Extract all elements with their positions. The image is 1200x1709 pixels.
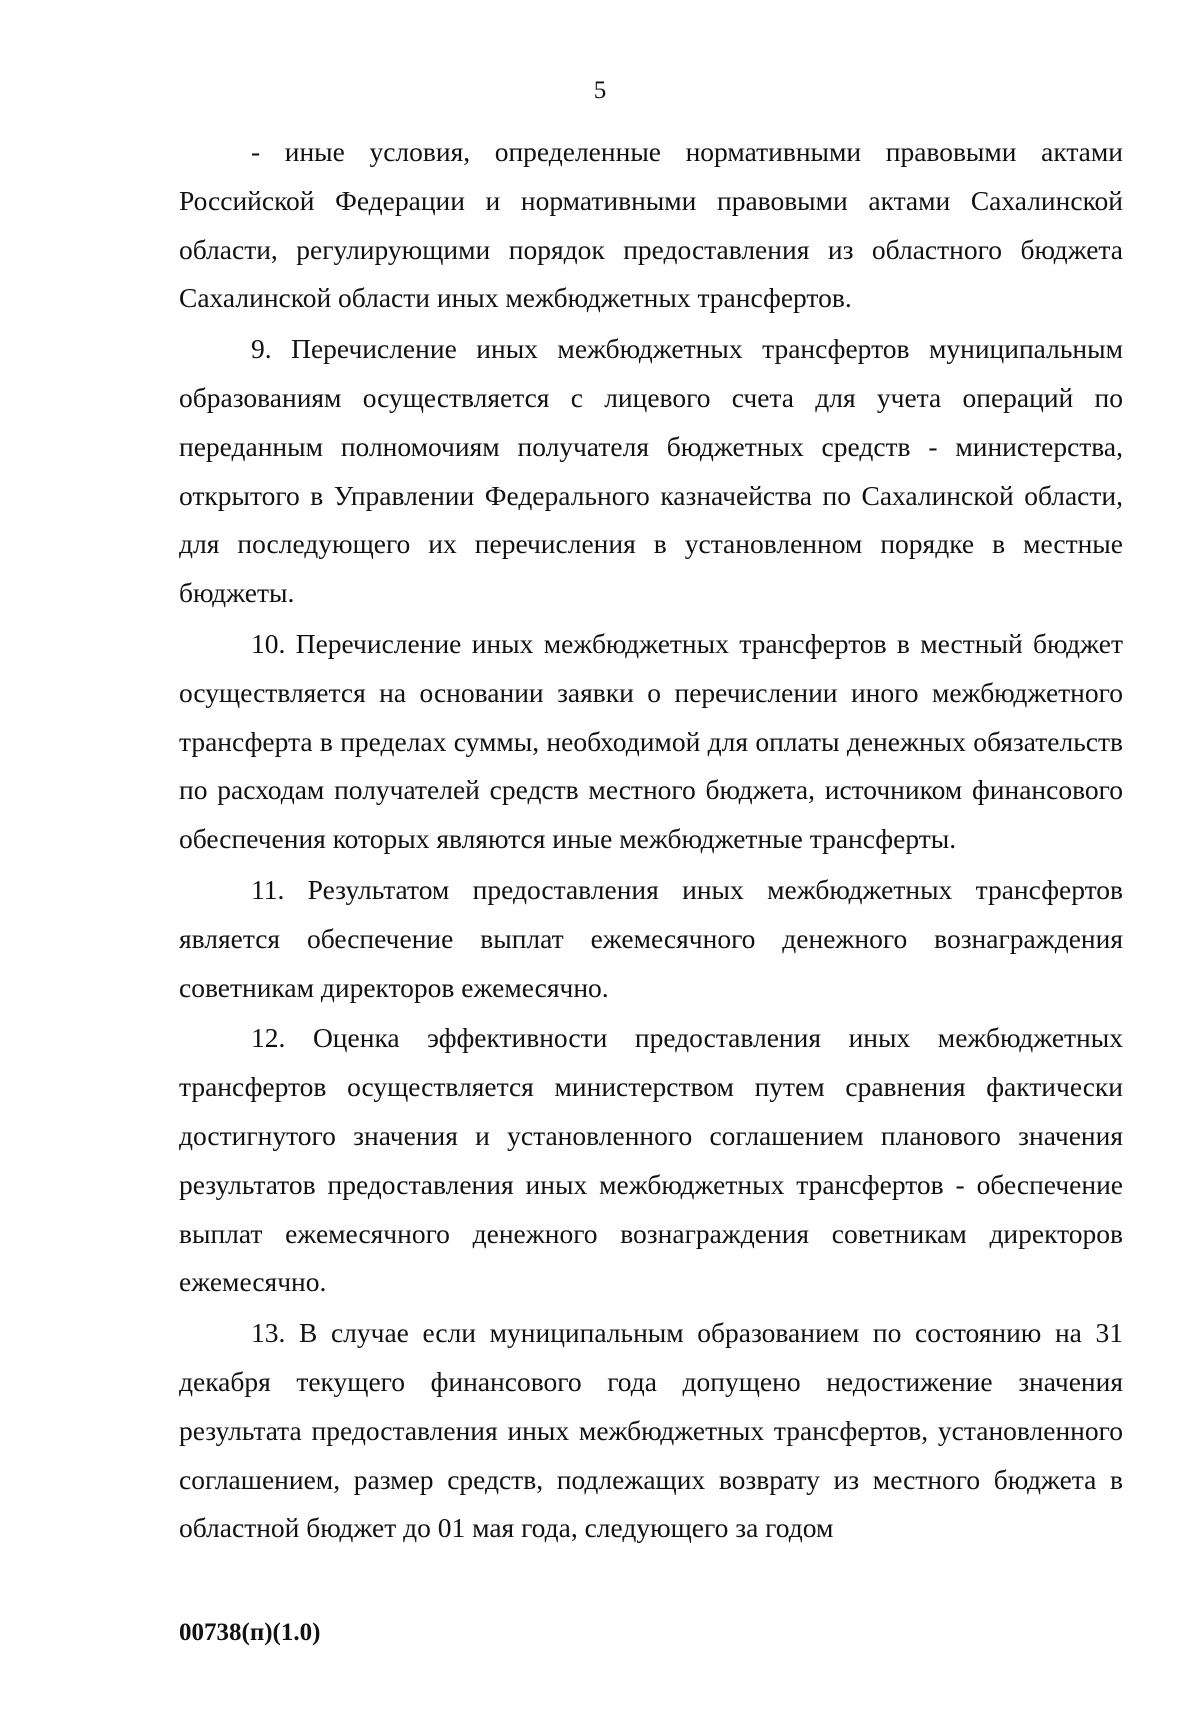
paragraph-9: 9. Перечисление иных межбюджетных трансфертов муниципальным образованиям осуществляется с лицевого счета для учета операций по переданным полномочиям получателя бюджетных средств - министерства, открытого в Управлении Федерального казначейства по Сахалинской области, для последующего их перечисления в установленном порядке в местные бюджеты. [179,333,1123,609]
document-body [179,128,1123,1555]
paragraph-other-conditions: - иные условия, определенные нормативными правовыми актами Российской Федерации и нормативными правовыми актами Сахалинской области, регулирующими порядок предоставления из областного бюджета Сахалинской области иных межбюджетных трансфертов. [179,136,1123,314]
paragraph-11: 11. Результатом предоставления иных межбюджетных трансфертов является обеспечение выплат ежемесячного денежного вознаграждения советникам директоров ежемесячно. [179,873,1123,1003]
paragraph-13: 13. В случае если муниципальным образованием по состоянию на 31 декабря текущего финансового года допущено недостижение значения результата предоставления иных межбюджетных трансфертов, установленного соглашением, размер средств, подлежащих возврату из местного бюджета в областной бюджет до 01 мая года, следующего за годом [179,1317,1123,1544]
paragraph-10: 10. Перечисление иных межбюджетных трансфертов в местный бюджет осуществляется на основании заявки о перечислении иного межбюджетного трансферта в пределах суммы, необходимой для оплаты денежных обязательств по расходам получателей средств местного бюджета, источником финансового обеспечения которых являются иные межбюджетные трансферты. [179,627,1123,855]
document-code: 00738(п)(1.0) [179,1619,321,1646]
paragraph-12: 12. Оценка эффективности предоставления иных межбюджетных трансфертов осуществляется министерством путем сравнения фактически достигнутого значения и установленного соглашением планового значения результатов предоставления иных межбюджетных трансфертов - обеспечение выплат ежемесячного денежного вознаграждения советникам директоров ежемесячно. [179,1022,1123,1298]
page-number: 5 [593,77,607,104]
